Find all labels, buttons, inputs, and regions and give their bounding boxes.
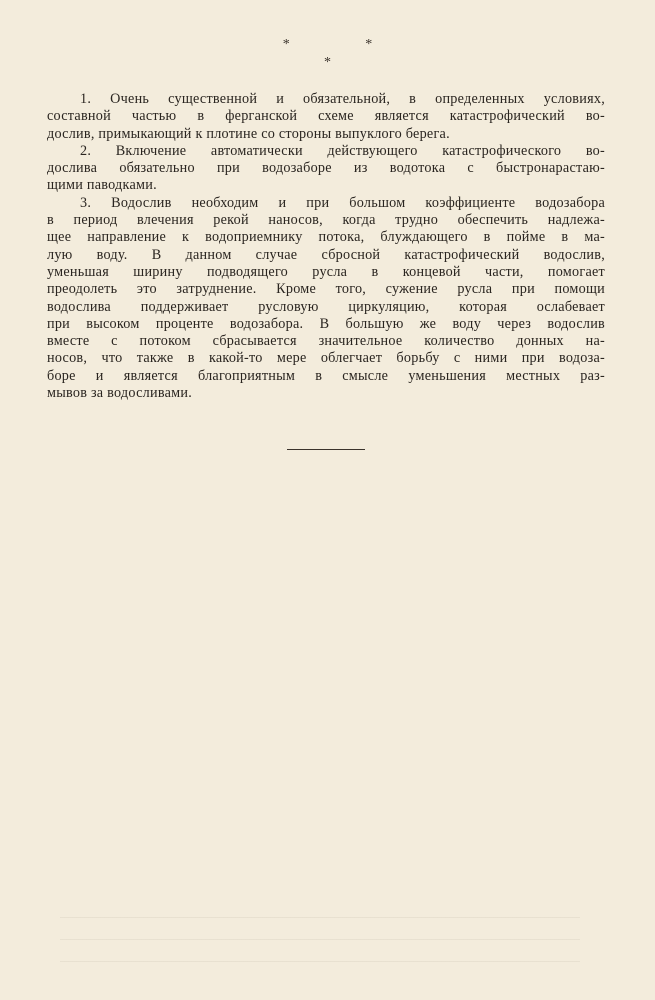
paragraph-1 bbox=[47, 91, 605, 143]
asterisks-bottom-row: * bbox=[324, 55, 331, 70]
text-line: водослива поддерживает русловую циркуляцию, которая ослабевает bbox=[47, 298, 605, 315]
text-line: дослива обязательно при водозаборе из водотока с быстронарастаю- bbox=[47, 160, 605, 177]
asterisks-top-row: * * bbox=[282, 37, 409, 52]
paragraph-3 bbox=[47, 195, 605, 403]
text-line: 2. Включение автоматически действующего катастрофического во- bbox=[80, 142, 605, 159]
text-line: щее направление к водоприемнику потока, блуждающего в пойме в ма- bbox=[47, 229, 605, 246]
text-line: при высоком проценте водозабора. В большую же воду через водослив bbox=[47, 315, 605, 332]
text-line: лую воду. В данном случае сбросной катастрофический водослив, bbox=[47, 246, 605, 263]
text-line: 1. Очень существенной и обязательной, в определенных условиях, bbox=[80, 91, 605, 107]
text-line: составной частью в ферганской схеме является катастрофический во- bbox=[47, 108, 605, 125]
text-line: боре и является благоприятным в смысле уменьшения местных раз- bbox=[47, 367, 605, 384]
text-line: преодолеть это затруднение. Кроме того, сужение русла при помощи bbox=[47, 281, 605, 298]
section-separator-asterisks bbox=[0, 38, 655, 70]
end-rule-divider bbox=[287, 449, 365, 450]
paragraph-2 bbox=[47, 143, 605, 195]
text-line: щими паводками. bbox=[47, 177, 157, 194]
text-line: в период влечения рекой наносов, когда трудно обеспечить надлежа- bbox=[47, 212, 605, 229]
text-line: 3. Водослив необходим и при большом коэффициенте водозабора bbox=[80, 194, 605, 211]
text-line: вместе с потоком сбрасывается значительное количество донных на- bbox=[47, 333, 605, 350]
text-line: мывов за водосливами. bbox=[47, 385, 192, 402]
body-text bbox=[47, 91, 605, 402]
bleed-through-texture bbox=[60, 905, 580, 965]
text-line: носов, что также в какой-то мере облегчает борьбу с ними при водоза- bbox=[47, 350, 605, 367]
text-line: уменьшая ширину подводящего русла в концевой части, помогает bbox=[47, 263, 605, 280]
text-line: дослив, примыкающий к плотине со стороны выпуклого берега. bbox=[47, 125, 450, 142]
